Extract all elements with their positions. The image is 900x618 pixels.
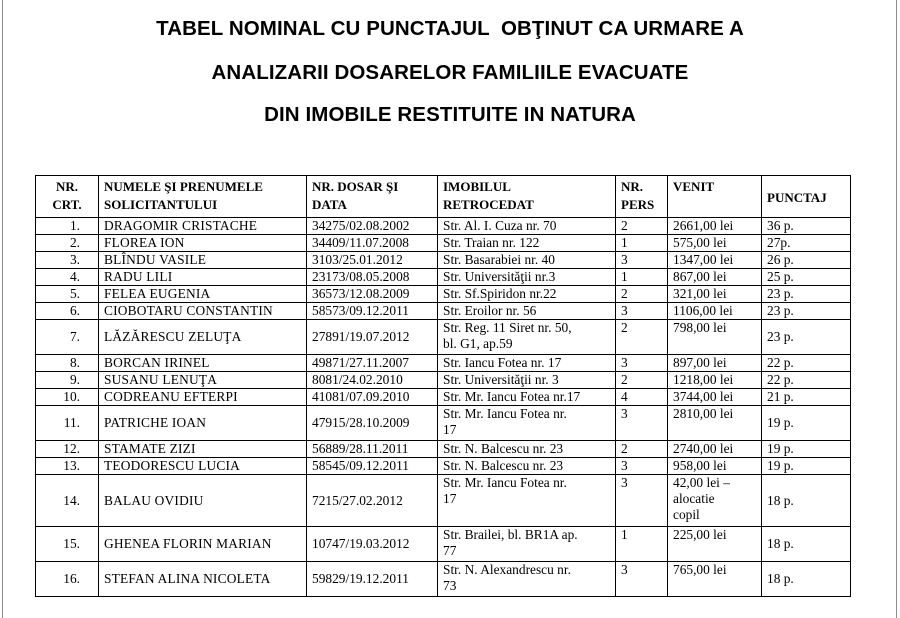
- cell-nr: [36, 303, 99, 320]
- punctaj-text: 18 p.: [767, 536, 794, 551]
- name-text: FELEA EUGENIA: [104, 286, 211, 301]
- cell-venit: [668, 252, 762, 269]
- cell-nr: [36, 286, 99, 303]
- name-text: STEFAN ALINA NICOLETA: [104, 571, 271, 586]
- nr-text: 14.: [63, 492, 80, 508]
- header-name-line1: NUMELE ŞI PRENUMELE: [104, 179, 263, 194]
- cell-punctaj: [762, 218, 851, 235]
- pers-text: 2: [621, 320, 628, 335]
- pers-text: 3: [621, 458, 628, 473]
- cell-name: [99, 389, 307, 406]
- cell-punctaj: [762, 355, 851, 372]
- dosar-text: 10747/19.03.2012: [312, 536, 410, 551]
- venit-line-1: 1347,00 lei: [673, 252, 734, 267]
- cell-pers: [616, 252, 668, 269]
- cell-venit: [668, 475, 762, 527]
- imobil-line-1: Str. Universităţii nr. 3: [443, 372, 559, 387]
- cell-pers: [616, 406, 668, 441]
- name-text: TEODORESCU LUCIA: [104, 458, 240, 473]
- cell-dosar: [307, 320, 438, 355]
- venit-line-1: 575,00 lei: [673, 235, 727, 250]
- cell-venit: [668, 389, 762, 406]
- nr-text: 3.: [69, 252, 80, 267]
- cell-nr: [36, 372, 99, 389]
- dosar-text: 27891/19.07.2012: [312, 329, 410, 344]
- pers-text: 1: [621, 235, 628, 250]
- cell-name: [99, 286, 307, 303]
- cell-imobil: [438, 235, 616, 252]
- nr-text: 16.: [63, 571, 80, 586]
- venit-line-1: 897,00 lei: [673, 355, 727, 370]
- punctaj-text: 19 p.: [767, 458, 794, 473]
- scores-table: [35, 175, 851, 597]
- imobil-line-1: Str. Mr. Iancu Fotea nr.: [443, 475, 567, 490]
- venit-line-1: 2810,00 lei: [673, 406, 734, 421]
- name-text: CIOBOTARU CONSTANTIN: [104, 303, 273, 318]
- imobil-line-1: Str. Universităţii nr.3: [443, 269, 556, 284]
- name-text: LĂZĂRESCU ZELUŢA: [104, 329, 242, 344]
- table-row: [36, 320, 851, 355]
- punctaj-text: 23 p.: [767, 286, 794, 301]
- venit-line-1: 765,00 lei: [673, 562, 727, 577]
- cell-nr: [36, 562, 99, 597]
- header-pers-line2: PERS: [621, 197, 655, 212]
- imobil-line-1: Str. Basarabiei nr. 40: [443, 252, 555, 267]
- cell-venit: [668, 303, 762, 320]
- cell-imobil: [438, 389, 616, 406]
- nr-text: 4.: [69, 269, 80, 284]
- cell-dosar: [307, 235, 438, 252]
- cell-punctaj: [762, 458, 851, 475]
- cell-imobil: [438, 527, 616, 562]
- cell-venit: [668, 458, 762, 475]
- cell-imobil: [438, 475, 616, 527]
- cell-nr: [36, 269, 99, 286]
- name-text: PATRICHE IOAN: [104, 415, 207, 430]
- table-row: [36, 458, 851, 475]
- venit-line-2: alocatie: [673, 491, 715, 506]
- header-dosar-line1: NR. DOSAR ŞI: [312, 179, 399, 194]
- venit-line-1: 2740,00 lei: [673, 441, 734, 456]
- cell-pers: [616, 320, 668, 355]
- punctaj-text: 19 p.: [767, 415, 794, 430]
- punctaj-text: 22 p.: [767, 372, 794, 387]
- cell-name: [99, 441, 307, 458]
- header-dosar-line2: DATA: [312, 197, 347, 212]
- cell-name: [99, 475, 307, 527]
- header-nr-crt-line2: CRT.: [52, 197, 82, 212]
- pers-text: 1: [621, 527, 628, 542]
- table-row: [36, 389, 851, 406]
- punctaj-text: 18 p.: [767, 571, 794, 586]
- nr-text: 7.: [69, 329, 80, 344]
- cell-name: [99, 372, 307, 389]
- venit-line-1: 42,00 lei –: [673, 475, 730, 490]
- nr-text: 15.: [63, 536, 80, 551]
- cell-pers: [616, 527, 668, 562]
- venit-line-1: 321,00 lei: [673, 286, 727, 301]
- imobil-line-1: Str. N. Balcescu nr. 23: [443, 441, 564, 456]
- cell-imobil: [438, 372, 616, 389]
- imobil-line-2: 73: [443, 578, 457, 593]
- nr-text: 8.: [69, 355, 80, 370]
- cell-name: [99, 562, 307, 597]
- name-text: SUSANU LENUŢA: [104, 372, 218, 387]
- pers-text: 1: [621, 269, 628, 284]
- cell-venit: [668, 269, 762, 286]
- cell-punctaj: [762, 320, 851, 355]
- venit-line-1: 1106,00 lei: [673, 303, 733, 318]
- cell-pers: [616, 269, 668, 286]
- cell-pers: [616, 286, 668, 303]
- header-nr-crt: [36, 176, 99, 218]
- imobil-line-1: Str. Mr. Iancu Fotea nr.: [443, 406, 567, 421]
- imobil-line-2: 77: [443, 543, 457, 558]
- cell-name: [99, 218, 307, 235]
- imobil-line-1: Str. Reg. 11 Siret nr. 50,: [443, 320, 572, 335]
- pers-text: 3: [621, 406, 628, 421]
- cell-punctaj: [762, 527, 851, 562]
- imobil-line-1: Str. Brailei, bl. BR1A ap.: [443, 527, 578, 542]
- cell-dosar: [307, 286, 438, 303]
- imobil-line-1: Str. Eroilor nr. 56: [443, 303, 537, 318]
- cell-dosar: [307, 406, 438, 441]
- header-punctaj-label: PUNCTAJ: [767, 189, 827, 205]
- pers-text: 3: [621, 475, 628, 490]
- cell-name: [99, 235, 307, 252]
- dosar-text: 34409/11.07.2008: [312, 235, 409, 250]
- cell-venit: [668, 406, 762, 441]
- cell-punctaj: [762, 475, 851, 527]
- table-row: [36, 406, 851, 441]
- header-imobil-line2: RETROCEDAT: [443, 197, 534, 212]
- cell-nr: [36, 252, 99, 269]
- imobil-line-2: 17: [443, 422, 457, 437]
- venit-line-3: copil: [673, 507, 700, 522]
- pers-text: 2: [621, 441, 628, 456]
- cell-name: [99, 458, 307, 475]
- pers-text: 4: [621, 389, 628, 404]
- imobil-line-1: Str. Iancu Fotea nr. 17: [443, 355, 562, 370]
- cell-venit: [668, 441, 762, 458]
- title-line-2: ANALIZARII DOSARELOR FAMILIILE EVACUATE: [211, 61, 689, 84]
- table-row: [36, 252, 851, 269]
- name-text: BLÎNDU VASILE: [104, 252, 207, 267]
- cell-nr: [36, 406, 99, 441]
- header-venit-label: VENIT: [673, 179, 715, 194]
- cell-punctaj: [762, 406, 851, 441]
- name-text: CODREANU EFTERPI: [104, 389, 238, 404]
- cell-pers: [616, 389, 668, 406]
- cell-nr: [36, 320, 99, 355]
- name-text: GHENEA FLORIN MARIAN: [104, 536, 272, 551]
- cell-pers: [616, 218, 668, 235]
- cell-nr: [36, 389, 99, 406]
- imobil-line-1: Str. N. Alexandrescu nr.: [443, 562, 571, 577]
- title-line-3: DIN IMOBILE RESTITUITE IN NATURA: [264, 103, 636, 126]
- cell-venit: [668, 286, 762, 303]
- header-venit: [668, 176, 762, 218]
- pers-text: 3: [621, 562, 628, 577]
- dosar-text: 58573/09.12.2011: [312, 303, 409, 318]
- header-pers: [616, 176, 668, 218]
- table-row: [36, 355, 851, 372]
- table-row: [36, 235, 851, 252]
- dosar-text: 3103/25.01.2012: [312, 252, 403, 267]
- cell-punctaj: [762, 303, 851, 320]
- header-imobil: [438, 176, 616, 218]
- cell-imobil: [438, 562, 616, 597]
- name-text: RADU LILI: [104, 269, 173, 284]
- nr-text: 2.: [69, 235, 80, 250]
- name-text: DRAGOMIR CRISTACHE: [104, 218, 258, 233]
- table-row: [36, 269, 851, 286]
- cell-imobil: [438, 303, 616, 320]
- imobil-line-1: Str. Al. I. Cuza nr. 70: [443, 218, 557, 233]
- cell-imobil: [438, 406, 616, 441]
- nr-text: 10.: [63, 389, 80, 404]
- dosar-text: 36573/12.08.2009: [312, 286, 410, 301]
- cell-punctaj: [762, 235, 851, 252]
- pers-text: 2: [621, 286, 628, 301]
- header-name: [99, 176, 307, 218]
- cell-imobil: [438, 441, 616, 458]
- cell-dosar: [307, 475, 438, 527]
- cell-pers: [616, 303, 668, 320]
- cell-pers: [616, 458, 668, 475]
- header-name-line2: SOLICITANTULUI: [104, 197, 218, 212]
- cell-name: [99, 303, 307, 320]
- nr-text: 12.: [63, 441, 80, 456]
- cell-name: [99, 527, 307, 562]
- cell-punctaj: [762, 286, 851, 303]
- pers-text: 3: [621, 252, 628, 267]
- cell-name: [99, 355, 307, 372]
- pers-text: 2: [621, 372, 628, 387]
- name-text: BALAU OVIDIU: [104, 492, 204, 508]
- dosar-text: 49871/27.11.2007: [312, 355, 409, 370]
- punctaj-text: 21 p.: [767, 389, 794, 404]
- cell-venit: [668, 320, 762, 355]
- cell-dosar: [307, 252, 438, 269]
- cell-dosar: [307, 458, 438, 475]
- header-imobil-line1: IMOBILUL: [443, 179, 511, 194]
- cell-pers: [616, 475, 668, 527]
- cell-pers: [616, 441, 668, 458]
- cell-dosar: [307, 355, 438, 372]
- punctaj-text: 25 p.: [767, 269, 794, 284]
- cell-dosar: [307, 527, 438, 562]
- punctaj-text: 22 p.: [767, 355, 794, 370]
- venit-line-1: 798,00 lei: [673, 320, 727, 335]
- imobil-line-1: Str. Mr. Iancu Fotea nr.17: [443, 389, 581, 404]
- cell-name: [99, 320, 307, 355]
- punctaj-text: 36 p.: [767, 218, 794, 233]
- cell-punctaj: [762, 269, 851, 286]
- name-text: STAMATE ZIZI: [104, 441, 196, 456]
- cell-dosar: [307, 303, 438, 320]
- cell-name: [99, 269, 307, 286]
- cell-pers: [616, 562, 668, 597]
- imobil-line-2: bl. G1, ap.59: [443, 336, 513, 351]
- title-line-1: TABEL NOMINAL CU PUNCTAJUL OBŢINUT CA URMARE A: [156, 17, 744, 40]
- cell-nr: [36, 475, 99, 527]
- dosar-text: 58545/09.12.2011: [312, 458, 409, 473]
- cell-dosar: [307, 372, 438, 389]
- cell-dosar: [307, 441, 438, 458]
- table-body: [36, 218, 851, 597]
- cell-venit: [668, 372, 762, 389]
- cell-pers: [616, 372, 668, 389]
- venit-line-1: 3744,00 lei: [673, 389, 734, 404]
- punctaj-text: 27p.: [767, 235, 791, 250]
- dosar-text: 7215/27.02.2012: [312, 492, 403, 508]
- imobil-line-1: Str. Sf.Spiridon nr.22: [443, 286, 557, 301]
- cell-punctaj: [762, 441, 851, 458]
- cell-dosar: [307, 218, 438, 235]
- punctaj-text: 18 p.: [767, 492, 794, 508]
- page-border-left: [2, 0, 3, 618]
- dosar-text: 41081/07.09.2010: [312, 389, 410, 404]
- cell-dosar: [307, 269, 438, 286]
- name-text: BORCAN IRINEL: [104, 355, 210, 370]
- table-row: [36, 286, 851, 303]
- dosar-text: 8081/24.02.2010: [312, 372, 403, 387]
- dosar-text: 47915/28.10.2009: [312, 415, 410, 430]
- cell-venit: [668, 562, 762, 597]
- dosar-text: 34275/02.08.2002: [312, 218, 410, 233]
- cell-dosar: [307, 389, 438, 406]
- cell-nr: [36, 527, 99, 562]
- cell-nr: [36, 218, 99, 235]
- cell-pers: [616, 235, 668, 252]
- cell-punctaj: [762, 372, 851, 389]
- cell-imobil: [438, 252, 616, 269]
- cell-dosar: [307, 562, 438, 597]
- cell-name: [99, 252, 307, 269]
- punctaj-text: 23 p.: [767, 303, 794, 318]
- venit-line-1: 958,00 lei: [673, 458, 727, 473]
- table-row: [36, 372, 851, 389]
- imobil-line-2: 17: [443, 491, 457, 506]
- cell-nr: [36, 355, 99, 372]
- cell-punctaj: [762, 389, 851, 406]
- cell-punctaj: [762, 252, 851, 269]
- venit-line-1: 1218,00 lei: [673, 372, 734, 387]
- table-row: [36, 562, 851, 597]
- table-row: [36, 303, 851, 320]
- imobil-line-1: Str. N. Balcescu nr. 23: [443, 458, 564, 473]
- nr-text: 5.: [69, 286, 80, 301]
- cell-imobil: [438, 218, 616, 235]
- nr-text: 11.: [63, 415, 80, 430]
- cell-nr: [36, 441, 99, 458]
- header-punctaj: [762, 176, 851, 218]
- cell-venit: [668, 527, 762, 562]
- header-pers-line1: NR.: [621, 179, 644, 194]
- dosar-text: 59829/19.12.2011: [312, 571, 409, 586]
- name-text: FLOREA ION: [104, 235, 185, 250]
- imobil-line-1: Str. Traian nr. 122: [443, 235, 540, 250]
- cell-imobil: [438, 320, 616, 355]
- venit-line-1: 225,00 lei: [673, 527, 727, 542]
- cell-punctaj: [762, 562, 851, 597]
- table-row: [36, 527, 851, 562]
- cell-imobil: [438, 286, 616, 303]
- dosar-text: 56889/28.11.2011: [312, 441, 409, 456]
- cell-pers: [616, 355, 668, 372]
- table-row: [36, 218, 851, 235]
- venit-line-1: 2661,00 lei: [673, 218, 734, 233]
- punctaj-text: 26 p.: [767, 252, 794, 267]
- cell-venit: [668, 218, 762, 235]
- nr-text: 6.: [69, 303, 80, 318]
- nr-text: 9.: [69, 372, 80, 387]
- page-border-right: [896, 0, 897, 618]
- cell-venit: [668, 355, 762, 372]
- header-dosar: [307, 176, 438, 218]
- table-header-row: [36, 176, 851, 218]
- cell-imobil: [438, 355, 616, 372]
- cell-imobil: [438, 269, 616, 286]
- header-nr-crt-line1: NR.: [55, 179, 79, 194]
- nr-text: 13.: [63, 458, 80, 473]
- punctaj-text: 19 p.: [767, 441, 794, 456]
- cell-venit: [668, 235, 762, 252]
- cell-imobil: [438, 458, 616, 475]
- pers-text: 3: [621, 303, 628, 318]
- table-row: [36, 441, 851, 458]
- pers-text: 2: [621, 218, 628, 233]
- cell-nr: [36, 458, 99, 475]
- dosar-text: 23173/08.05.2008: [312, 269, 410, 284]
- venit-line-1: 867,00 lei: [673, 269, 727, 284]
- cell-name: [99, 406, 307, 441]
- pers-text: 3: [621, 355, 628, 370]
- table-row: [36, 475, 851, 527]
- nr-text: 1.: [69, 218, 80, 233]
- punctaj-text: 23 p.: [767, 329, 794, 344]
- cell-nr: [36, 235, 99, 252]
